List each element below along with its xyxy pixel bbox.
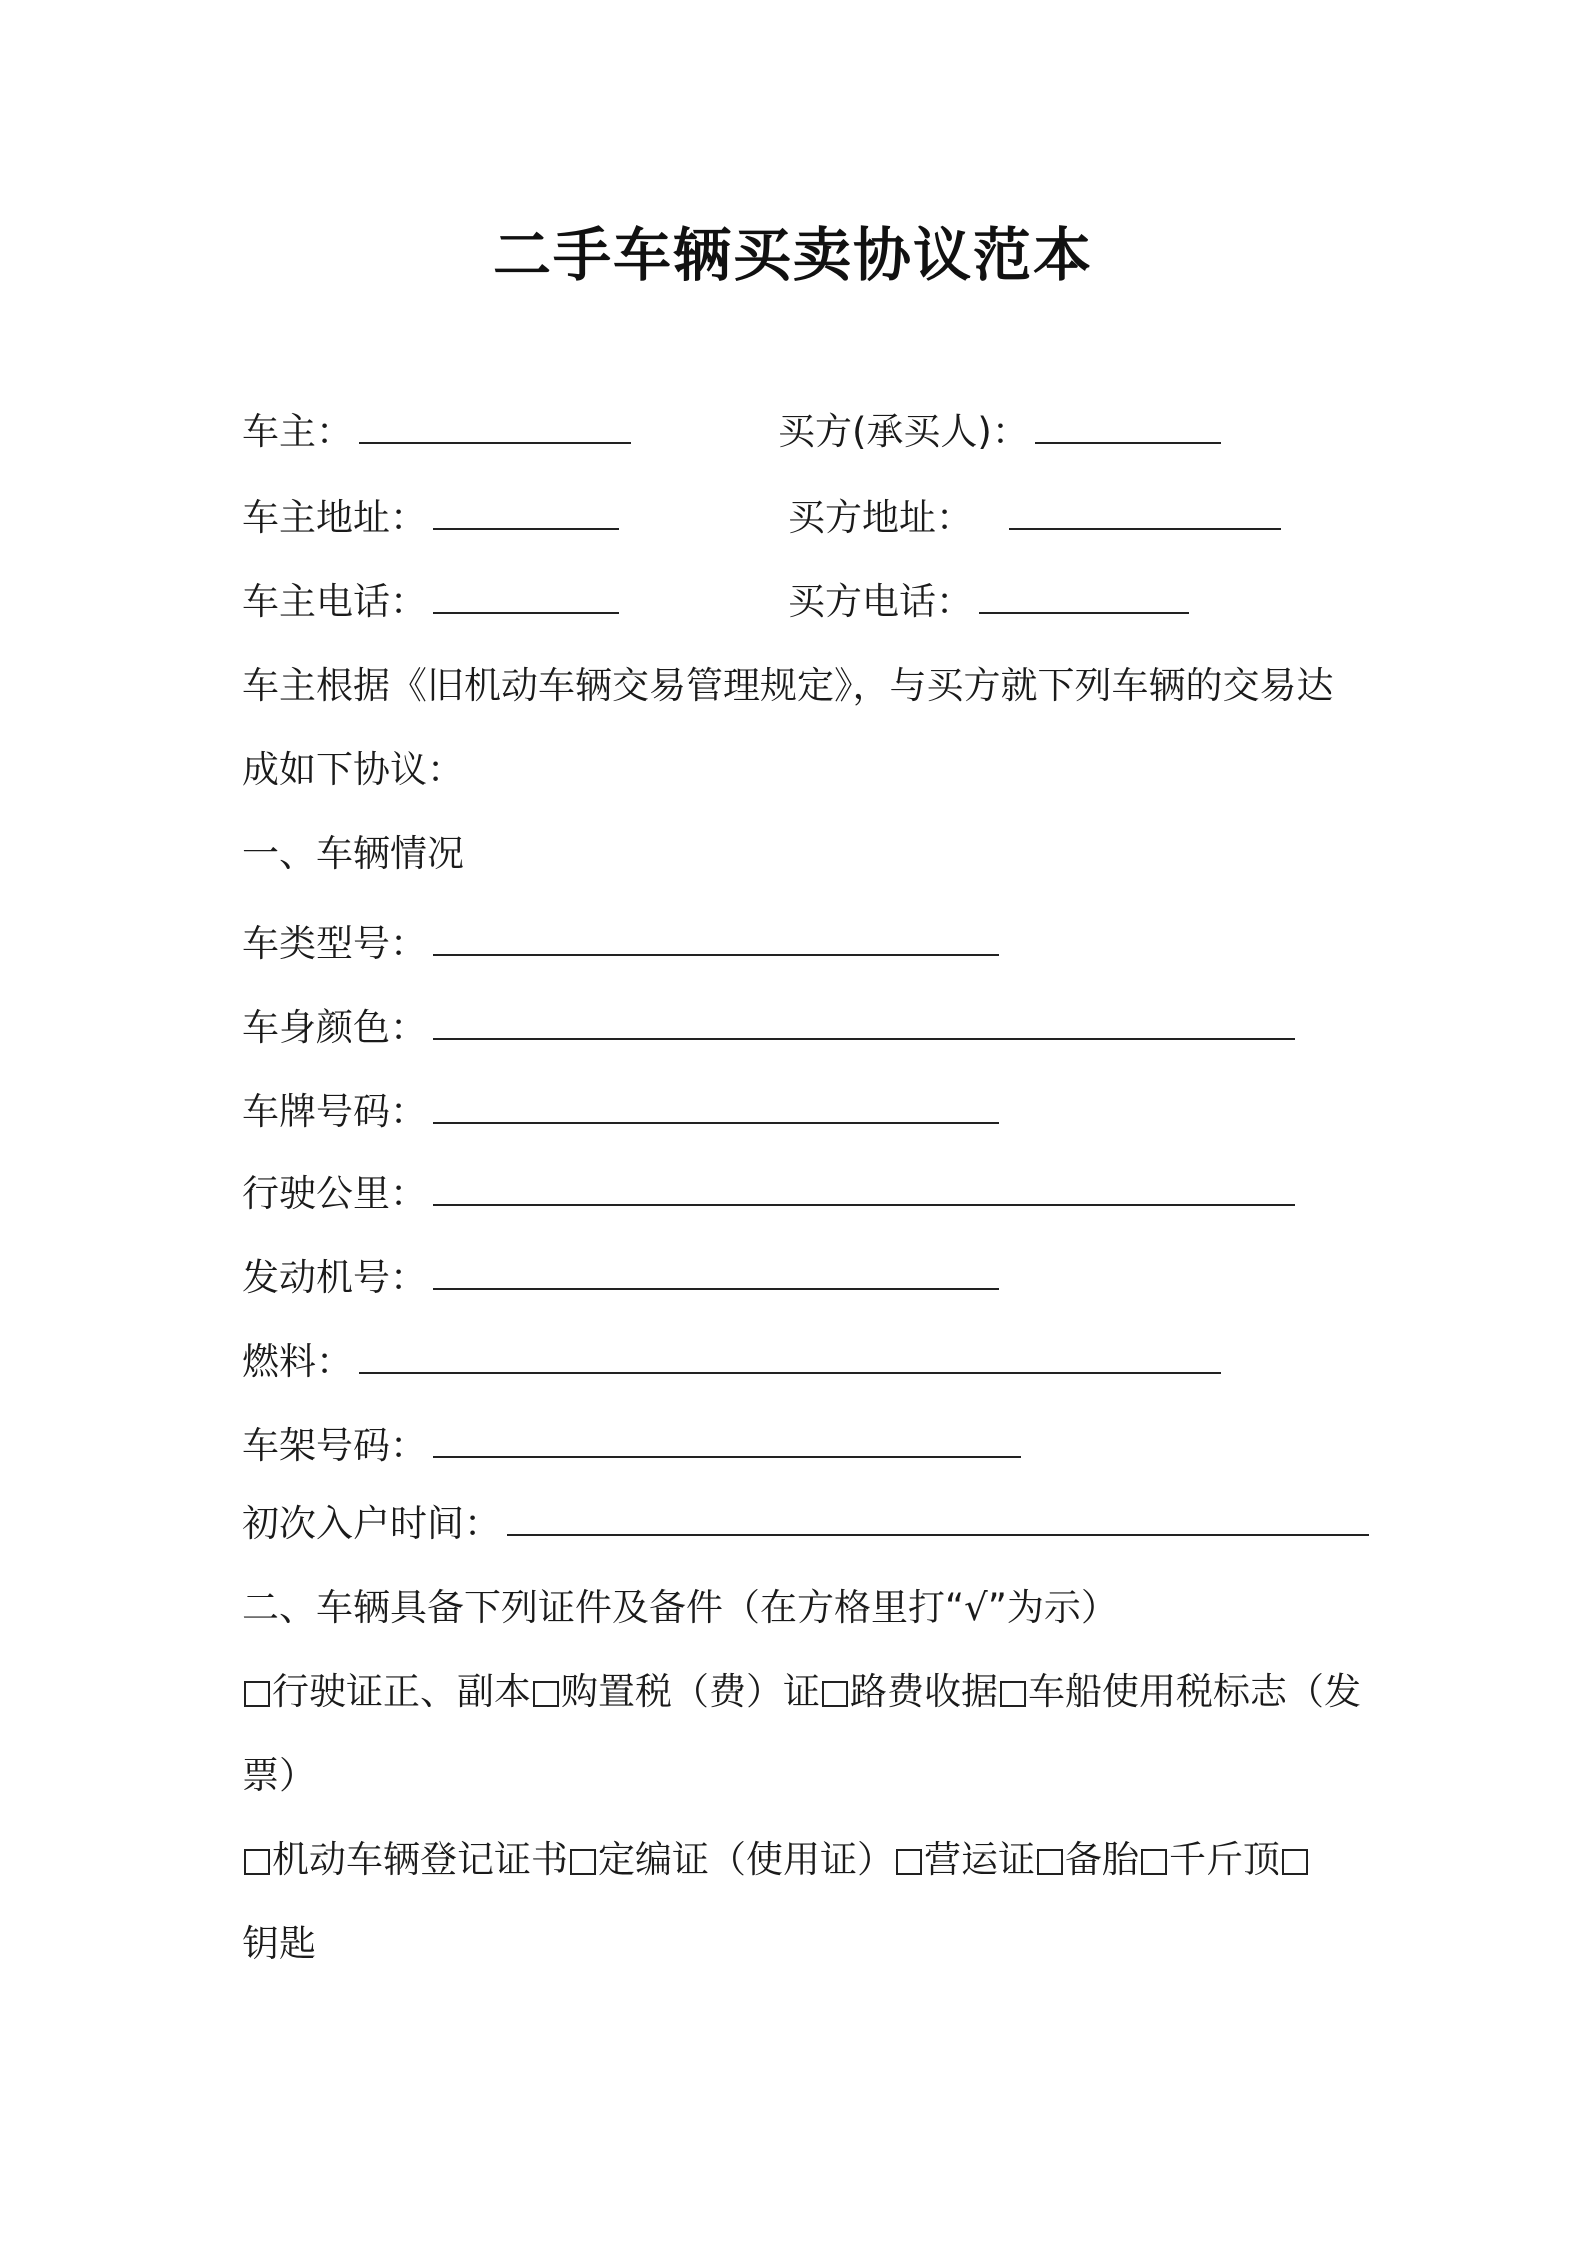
color-blank[interactable] [433, 1010, 1295, 1040]
frame-row [242, 1422, 1021, 1470]
buyer-phone-label: 买方电话： [788, 580, 973, 623]
color-label: 车身颜色： [242, 1006, 427, 1049]
plate-row [242, 1088, 999, 1136]
checkbox-vehicle-tax-mark[interactable] [1000, 1681, 1026, 1707]
model-row [242, 920, 999, 968]
mileage-row [242, 1170, 1295, 1218]
item-registration-cert: 机动车辆登记证书 [272, 1838, 568, 1881]
checkbox-quota-cert[interactable] [570, 1849, 596, 1875]
buyer-row [778, 408, 1221, 456]
checkbox-spare-tire[interactable] [1037, 1849, 1063, 1875]
owner-row [242, 408, 631, 456]
section1-heading: 一、车辆情况 [242, 832, 464, 875]
owner-label: 车主： [242, 410, 353, 453]
buyer-label: 买方(承买人)： [778, 410, 1029, 453]
item-spare-tire: 备胎 [1065, 1838, 1139, 1881]
documents-row-1 [242, 1668, 1361, 1716]
item-vehicle-tax-mark: 车船使用税标志（发 [1028, 1670, 1361, 1713]
document-title: 二手车辆买卖协议范本 [492, 221, 1093, 289]
buyer-blank[interactable] [1035, 414, 1221, 444]
buyer-address-row [788, 494, 1281, 542]
first-registration-label: 初次入户时间： [242, 1502, 501, 1545]
item-driving-license: 行驶证正、副本 [272, 1670, 531, 1713]
mileage-blank[interactable] [433, 1176, 1295, 1206]
owner-phone-blank[interactable] [433, 584, 619, 614]
section2-heading: 二、车辆具备下列证件及备件（在方格里打“√”为示） [242, 1586, 1118, 1629]
item-keys: 钥匙 [242, 1922, 316, 1965]
plate-blank[interactable] [433, 1094, 999, 1124]
checkbox-keys[interactable] [1282, 1849, 1308, 1875]
first-registration-row [242, 1500, 1369, 1548]
buyer-phone-row [788, 578, 1189, 626]
checkbox-operation-cert[interactable] [896, 1849, 922, 1875]
checkbox-jack[interactable] [1141, 1849, 1167, 1875]
owner-phone-row [242, 578, 619, 626]
buyer-phone-blank[interactable] [979, 584, 1189, 614]
item-toll-receipt: 路费收据 [850, 1670, 998, 1713]
model-blank[interactable] [433, 926, 999, 956]
owner-address-label: 车主地址： [242, 496, 427, 539]
frame-blank[interactable] [433, 1428, 1021, 1458]
fuel-blank[interactable] [359, 1344, 1221, 1374]
owner-address-blank[interactable] [433, 500, 619, 530]
fuel-label: 燃料： [242, 1340, 353, 1383]
engine-label: 发动机号： [242, 1256, 427, 1299]
documents-row-1-wrap: 票） [242, 1754, 316, 1797]
owner-phone-label: 车主电话： [242, 580, 427, 623]
engine-blank[interactable] [433, 1260, 999, 1290]
item-jack: 千斤顶 [1169, 1838, 1280, 1881]
owner-blank[interactable] [359, 414, 631, 444]
engine-row [242, 1254, 999, 1302]
plate-label: 车牌号码： [242, 1090, 427, 1133]
frame-label: 车架号码： [242, 1424, 427, 1467]
buyer-address-blank[interactable] [1009, 500, 1281, 530]
checkbox-driving-license[interactable] [244, 1681, 270, 1707]
checkbox-toll-receipt[interactable] [822, 1681, 848, 1707]
intro-line-1: 车主根据《旧机动车辆交易管理规定》，与买方就下列车辆的交易达 [242, 664, 1334, 707]
item-quota-cert: 定编证（使用证） [598, 1838, 894, 1881]
checkbox-registration-cert[interactable] [244, 1849, 270, 1875]
first-registration-blank[interactable] [507, 1506, 1369, 1536]
color-row [242, 1004, 1295, 1052]
checkbox-purchase-tax[interactable] [533, 1681, 559, 1707]
intro-line-2: 成如下协议： [242, 748, 464, 791]
model-label: 车类型号： [242, 922, 427, 965]
item-purchase-tax: 购置税（费）证 [561, 1670, 820, 1713]
documents-row-2 [242, 1836, 1310, 1884]
mileage-label: 行驶公里： [242, 1172, 427, 1215]
item-operation-cert: 营运证 [924, 1838, 1035, 1881]
fuel-row [242, 1338, 1221, 1386]
buyer-address-label: 买方地址： [788, 496, 973, 539]
owner-address-row [242, 494, 619, 542]
